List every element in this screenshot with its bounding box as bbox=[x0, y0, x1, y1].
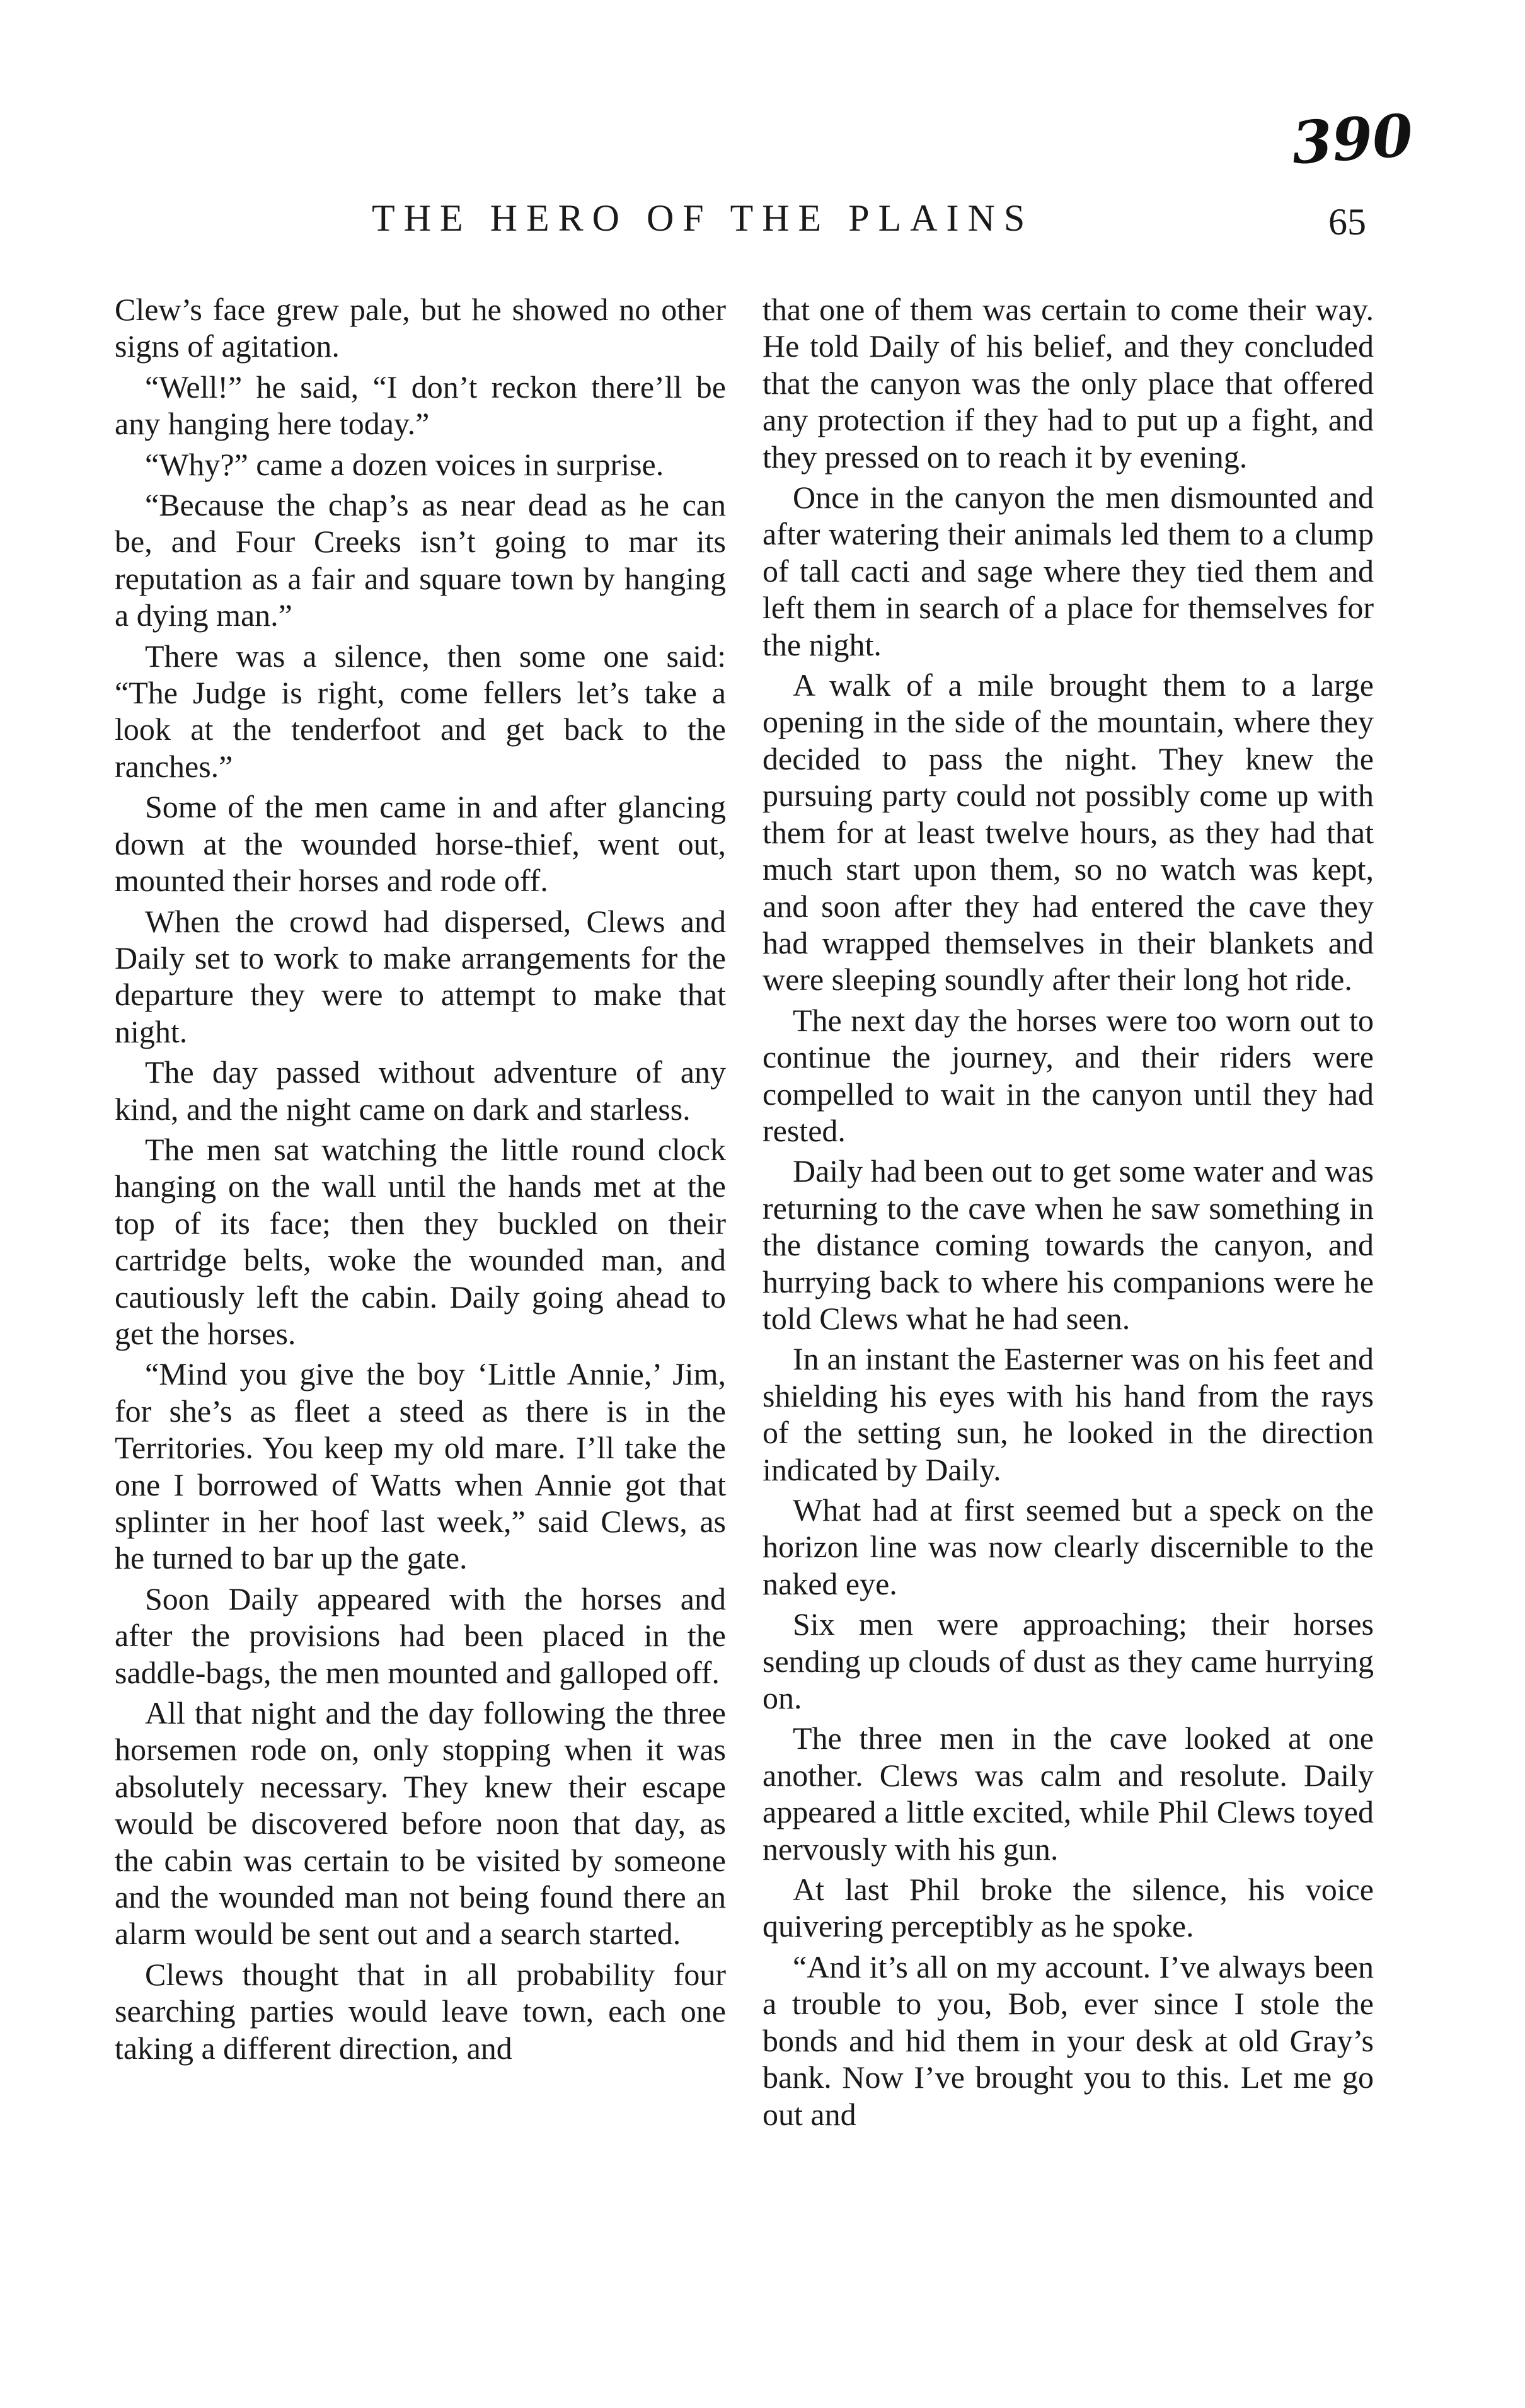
right-column bbox=[762, 291, 1374, 2136]
paragraph: At last Phil broke the silence, his voice quivering perceptibly as he spoke. bbox=[762, 1872, 1374, 1944]
paragraph: that one of them was certain to come their way. He told Daily of his belief, and they concluded that the canyon was the only place that offered any protection if they had to put up a fight, and they pressed on to reach it by evening. bbox=[762, 292, 1374, 475]
paragraph: Clew’s face grew pale, but he showed no other signs of agitation. bbox=[115, 292, 726, 364]
page-number: 65 bbox=[1328, 201, 1366, 243]
paragraph: “And it’s all on my account. I’ve always been a trouble to you, Bob, ever since I stole the bonds and hid them in your desk at old Gray’s bank. Now I’ve brought you to this. Let me go out and bbox=[762, 1949, 1374, 2132]
paragraph: Once in the canyon the men dismounted and after watering their animals led them to a clump of tall cacti and sage where they tied them and left them in search of a place for themselves for the night. bbox=[762, 480, 1374, 662]
paragraph: “Because the chap’s as near dead as he can be, and Four Creeks isn’t going to mar its reputation as a fair and square town by hanging a dying man.” bbox=[115, 487, 726, 633]
paragraph: All that night and the day following the three horsemen rode on, only stopping when it was absolutely necessary. They knew their escape would be discovered before noon that day, as the cabin was certain to be visited by someone and the wounded man not being found there an alarm would be sent out and a search started. bbox=[115, 1695, 726, 1952]
paragraph: The day passed without adventure of any kind, and the night came on dark and starless. bbox=[115, 1054, 726, 1127]
paragraph: The men sat watching the little round clock hanging on the wall until the hands met at the top of its face; then they buckled on their cartridge belts, woke the wounded man, and cautiously left the cabin. Daily going ahead to get the horses. bbox=[115, 1131, 726, 1351]
left-column bbox=[115, 291, 726, 2070]
running-head: THE HERO OF THE PLAINS bbox=[372, 197, 1034, 239]
paragraph: In an instant the Easterner was on his feet and shielding his eyes with his hand from the rays of the setting sun, he looked in the direction indicated by Daily. bbox=[762, 1341, 1374, 1487]
paragraph: “Mind you give the boy ‘Little Annie,’ Jim, for she’s as fleet a steed as there is in the Territories. You keep my old mare. I’ll take the one I borrowed of Watts when Annie got that splinter in her hoof last week,” said Clews, as he turned to bar up the gate. bbox=[115, 1356, 726, 1576]
paragraph: Clews thought that in all probability four searching parties would leave town, each one taking a different direction, and bbox=[115, 1956, 726, 2066]
paragraph: Soon Daily appeared with the horses and after the provisions had been placed in the saddle-bags, the men mounted and galloped off. bbox=[115, 1581, 726, 1690]
paragraph: Some of the men came in and after glancing down at the wounded horse-thief, went out, mounted their horses and rode off. bbox=[115, 789, 726, 899]
paragraph: A walk of a mile brought them to a large opening in the side of the mountain, where they decided to pass the night. They knew the pursuing party could not possibly come up with them for at least twelve hours, as they had that much start upon them, so no watch was kept, and soon after they had entered the cave they had wrapped themselves in their blankets and were sleeping soundly after their long hot ride. bbox=[762, 667, 1374, 998]
manuscript-number: 390 bbox=[1289, 101, 1415, 178]
paragraph: The three men in the cave looked at one another. Clews was calm and resolute. Daily appeared a little excited, while Phil Clews toyed nervously with his gun. bbox=[762, 1720, 1374, 1867]
paragraph: There was a silence, then some one said: “The Judge is right, come fellers let’s take a look at the tenderfoot and get back to the ranches.” bbox=[115, 638, 726, 784]
paragraph: When the crowd had dispersed, Clews and Daily set to work to make arrangements for the departure they were to attempt to make that night. bbox=[115, 903, 726, 1049]
paragraph: “Why?” came a dozen voices in surprise. bbox=[145, 446, 664, 482]
paragraph: “Well!” he said, “I don’t reckon there’ll be any hanging here today.” bbox=[115, 369, 726, 442]
paragraph: What had at first seemed but a speck on the horizon line was now clearly discernible to the naked eye. bbox=[762, 1492, 1374, 1601]
paragraph: Daily had been out to get some water and was returning to the cave when he saw something in the distance coming towards the canyon, and hurrying back to where his companions were he told Clews what he had seen. bbox=[762, 1153, 1374, 1336]
paragraph: The next day the horses were too worn out to continue the journey, and their riders were compelled to wait in the canyon until they had rested. bbox=[762, 1002, 1374, 1148]
paragraph: Six men were approaching; their horses sending up clouds of dust as they came hurrying on. bbox=[762, 1606, 1374, 1716]
